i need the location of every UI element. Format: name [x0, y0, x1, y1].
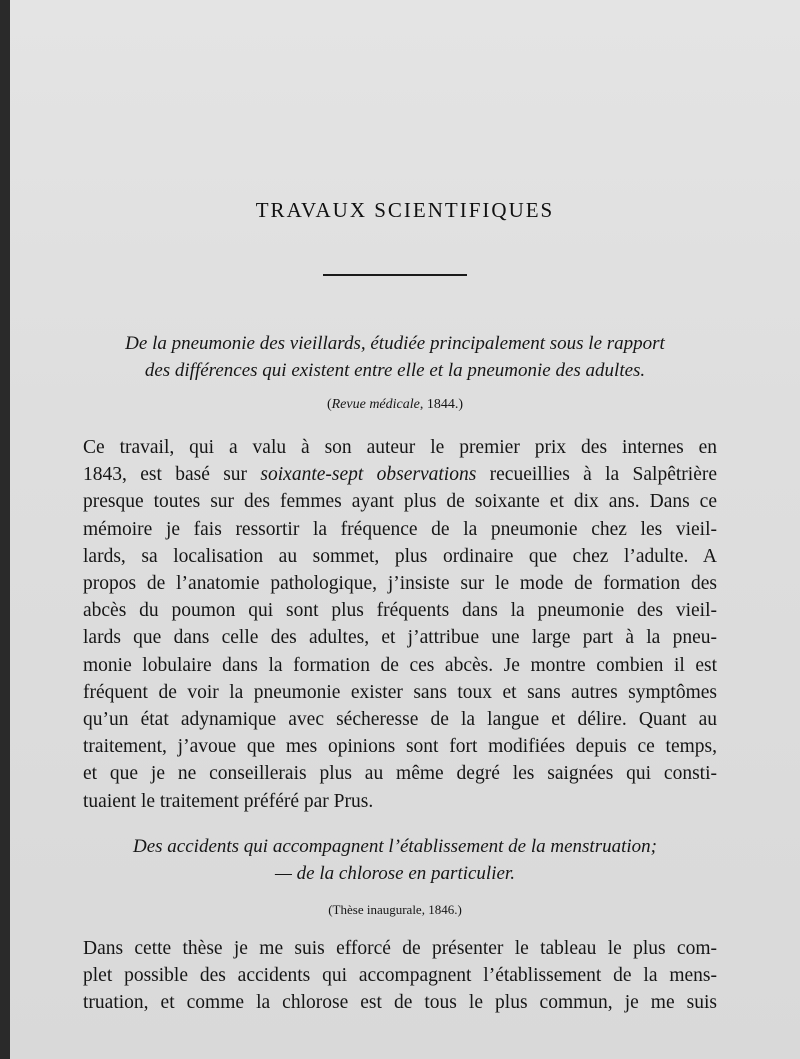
text-line: traitement, j’avoue que mes opinions sont fort modifiées depuis ce temps, — [83, 736, 717, 758]
title-rule — [323, 274, 467, 276]
text-line: tuaient le traitement préféré par Prus. — [83, 790, 374, 812]
section-1-title-line-1: De la pneumonie des vieillards, étudiée principalement sous le rapport — [125, 333, 665, 354]
text-line: mémoire je fais ressortir la fréquence de la pneumonie chez les vieil- — [83, 518, 717, 540]
section-1-title — [70, 330, 720, 384]
section-2-title — [80, 833, 710, 887]
document-page — [10, 0, 800, 1059]
text-line: lards, sa localisation au sommet, plus ordinaire que chez l’adulte. A — [83, 545, 717, 567]
text-line: Dans cette thèse je me suis efforcé de présenter le tableau le plus com- — [83, 938, 717, 959]
text-line: abcès du poumon qui sont plus fréquents dans la pneumonie des vieil- — [83, 600, 717, 622]
text-line: presque toutes sur des femmes ayant plus de soixante et dix ans. Dans ce — [83, 491, 717, 513]
section-2-body — [83, 935, 717, 1017]
text-line: qu’un état adynamique avec sécheresse de la langue et délire. Quant au — [83, 709, 717, 731]
section-2-title-line-2: — de la chlorose en particulier. — [275, 863, 515, 884]
section-1-source: (Revue médicale, 1844.) — [326, 397, 464, 412]
text-line: 1843, est basé sur soixante-sept observations recueillies à la Salpêtrière — [83, 464, 717, 486]
text-line: et que je ne conseillerais plus au même degré les saignées qui consti- — [83, 763, 717, 785]
text-line: plet possible des accidents qui accompagnent l’établissement de la mens- — [83, 965, 717, 987]
text-line: monie lobulaire dans la formation de ces abcès. Je montre combien il est — [83, 654, 717, 676]
section-1-title-line-2: des différences qui existent entre elle et la pneumonie des adultes. — [144, 360, 646, 381]
text-line: Ce travail, qui a valu à son auteur le premier prix des internes en — [83, 437, 717, 458]
italic-phrase: soixante-sept observations — [260, 464, 477, 486]
text-line: truation, et comme la chlorose est de tous le plus commun, je me suis — [83, 992, 717, 1014]
section-2-title-line-1: Des accidents qui accompagnent l’établissement de la menstruation; — [133, 836, 657, 857]
page-title: TRAVAUX SCIENTIFIQUES — [255, 198, 555, 222]
text-line: lards que dans celle des adultes, et j’attribue une large part à la pneu- — [83, 627, 717, 649]
section-1-body — [83, 434, 717, 815]
text-line: fréquent de voir la pneumonie exister sans toux et sans autres symptômes — [83, 681, 717, 703]
section-2-source: (Thèse inaugurale, 1846.) — [328, 902, 462, 917]
source-journal: Revue médicale — [331, 397, 420, 412]
text-line: propos de l’anatomie pathologique, j’insiste sur le mode de formation des — [83, 573, 717, 595]
